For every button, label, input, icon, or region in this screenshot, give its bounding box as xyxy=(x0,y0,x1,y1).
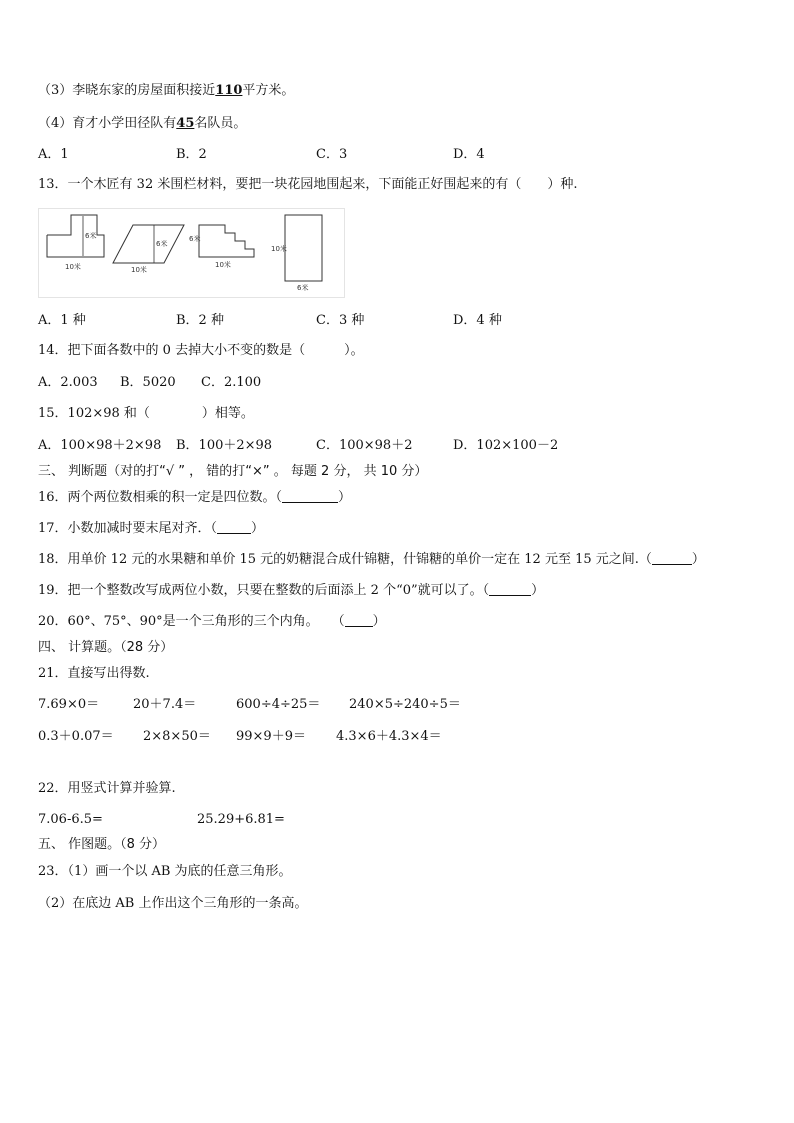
q18-answer-blank[interactable] xyxy=(652,552,692,565)
shape1-height-label: 6米 xyxy=(85,232,97,240)
q23-line1: 23．（1）画一个以 AB 为底的任意三角形。 xyxy=(38,864,292,879)
shape3-width-label: 10米 xyxy=(215,261,231,269)
shape4-width-label: 6米 xyxy=(297,284,309,292)
q15-option-a: A．100×98＋2×98 xyxy=(38,438,162,453)
q12-item4: （4）育才小学田径队有45名队员。 xyxy=(38,116,247,131)
section4-title: 四、 计算题。（28 分） xyxy=(38,640,174,655)
q13-option-b: B．2 种 xyxy=(176,313,224,328)
q12-option-b: B．2 xyxy=(176,147,207,162)
q21-r1-item4: 240×5÷240÷5＝ xyxy=(349,697,461,712)
shape2-outline xyxy=(113,225,184,263)
shape3-outline xyxy=(199,225,254,257)
shape3-height-label: 6米 xyxy=(189,235,201,243)
q13-shapes-svg xyxy=(39,209,344,297)
q13-text: 13．一个木匠有 32 米围栏材料，要把一块花园地围起来，下面能正好围起来的有（ ）种. xyxy=(38,177,578,192)
q13-option-c: C．3 种 xyxy=(316,313,365,328)
q21-r2-item1: 0.3＋0.07＝ xyxy=(38,729,114,744)
q13-option-a: A．1 种 xyxy=(38,313,86,328)
q16: 16．两个两位数相乘的积一定是四位数。（ ） xyxy=(38,490,352,505)
q17-answer-blank[interactable] xyxy=(217,521,251,534)
q15-option-c: C．100×98＋2 xyxy=(316,438,413,453)
q22-item1: 7.06-6.5= xyxy=(38,812,103,827)
shape4-height-label: 10米 xyxy=(271,245,287,253)
q17: 17．小数加减时要末尾对齐．（ ） xyxy=(38,521,265,536)
section5-title: 五、 作图题。（8 分） xyxy=(38,837,166,852)
q21-r1-item3: 600÷4÷25＝ xyxy=(236,697,321,712)
q21-r1-item1: 7.69×0＝ xyxy=(38,697,100,712)
q21-r1-item2: 20＋7.4＝ xyxy=(133,697,197,712)
q23-line2: （2）在底边 AB 上作出这个三角形的一条高。 xyxy=(38,896,308,911)
q12-option-d: D．4 xyxy=(453,147,485,162)
q15-option-d: D．102×100－2 xyxy=(453,438,559,453)
q21-r2-item2: 2×8×50＝ xyxy=(143,729,211,744)
shape2-width-label: 10米 xyxy=(131,266,147,274)
q12-option-a: A．1 xyxy=(38,147,69,162)
q22-title: 22．用竖式计算并验算. xyxy=(38,781,176,796)
q21-title: 21．直接写出得数. xyxy=(38,666,150,681)
q15-option-b: B．100＋2×98 xyxy=(176,438,273,453)
q14-option-b: B．5020 xyxy=(120,375,176,390)
q12-item3-value: 110 xyxy=(215,83,243,98)
q12-item3: （3）李晓东家的房屋面积接近110平方米。 xyxy=(38,83,295,98)
q21-r2-item4: 4.3×6＋4.3×4＝ xyxy=(336,729,442,744)
q19: 19．把一个整数改写成两位小数，只要在整数的后面添上 2 个“0”就可以了。（ ） xyxy=(38,583,545,598)
q18: 18．用单价 12 元的水果糖和单价 15 元的奶糖混合成什锦糖，什锦糖的单价一定在 12 元至 15 元之间.（ ） xyxy=(38,552,705,567)
q14-option-c: C．2.100 xyxy=(201,375,262,390)
q20: 20．60°、75°、90°是一个三角形的三个内角。 （ ） xyxy=(38,614,386,629)
q15-text: 15．102×98 和（ ）相等。 xyxy=(38,406,254,421)
q20-answer-blank[interactable] xyxy=(345,614,373,627)
q16-answer-blank[interactable] xyxy=(282,490,338,503)
section3-title: 三、 判断题（对的打“√ ” ， 错的打“×” 。 每题 2 分， 共 10 分） xyxy=(38,464,428,479)
q14-text: 14．把下面各数中的 0 去掉大小不变的数是（ ）。 xyxy=(38,343,364,358)
q14-option-a: A．2.003 xyxy=(38,375,98,390)
q13-option-d: D．4 种 xyxy=(453,313,502,328)
shape2-height-label: 6米 xyxy=(156,240,168,248)
q19-answer-blank[interactable] xyxy=(489,583,531,596)
q13-figure xyxy=(38,208,345,298)
shape1-width-label: 10米 xyxy=(65,263,81,271)
shape4-outline xyxy=(285,215,322,281)
q12-item4-value: 45 xyxy=(176,116,195,131)
q12-option-c: C．3 xyxy=(316,147,348,162)
q21-r2-item3: 99×9＋9＝ xyxy=(236,729,306,744)
q22-item2: 25.29+6.81= xyxy=(197,812,285,827)
